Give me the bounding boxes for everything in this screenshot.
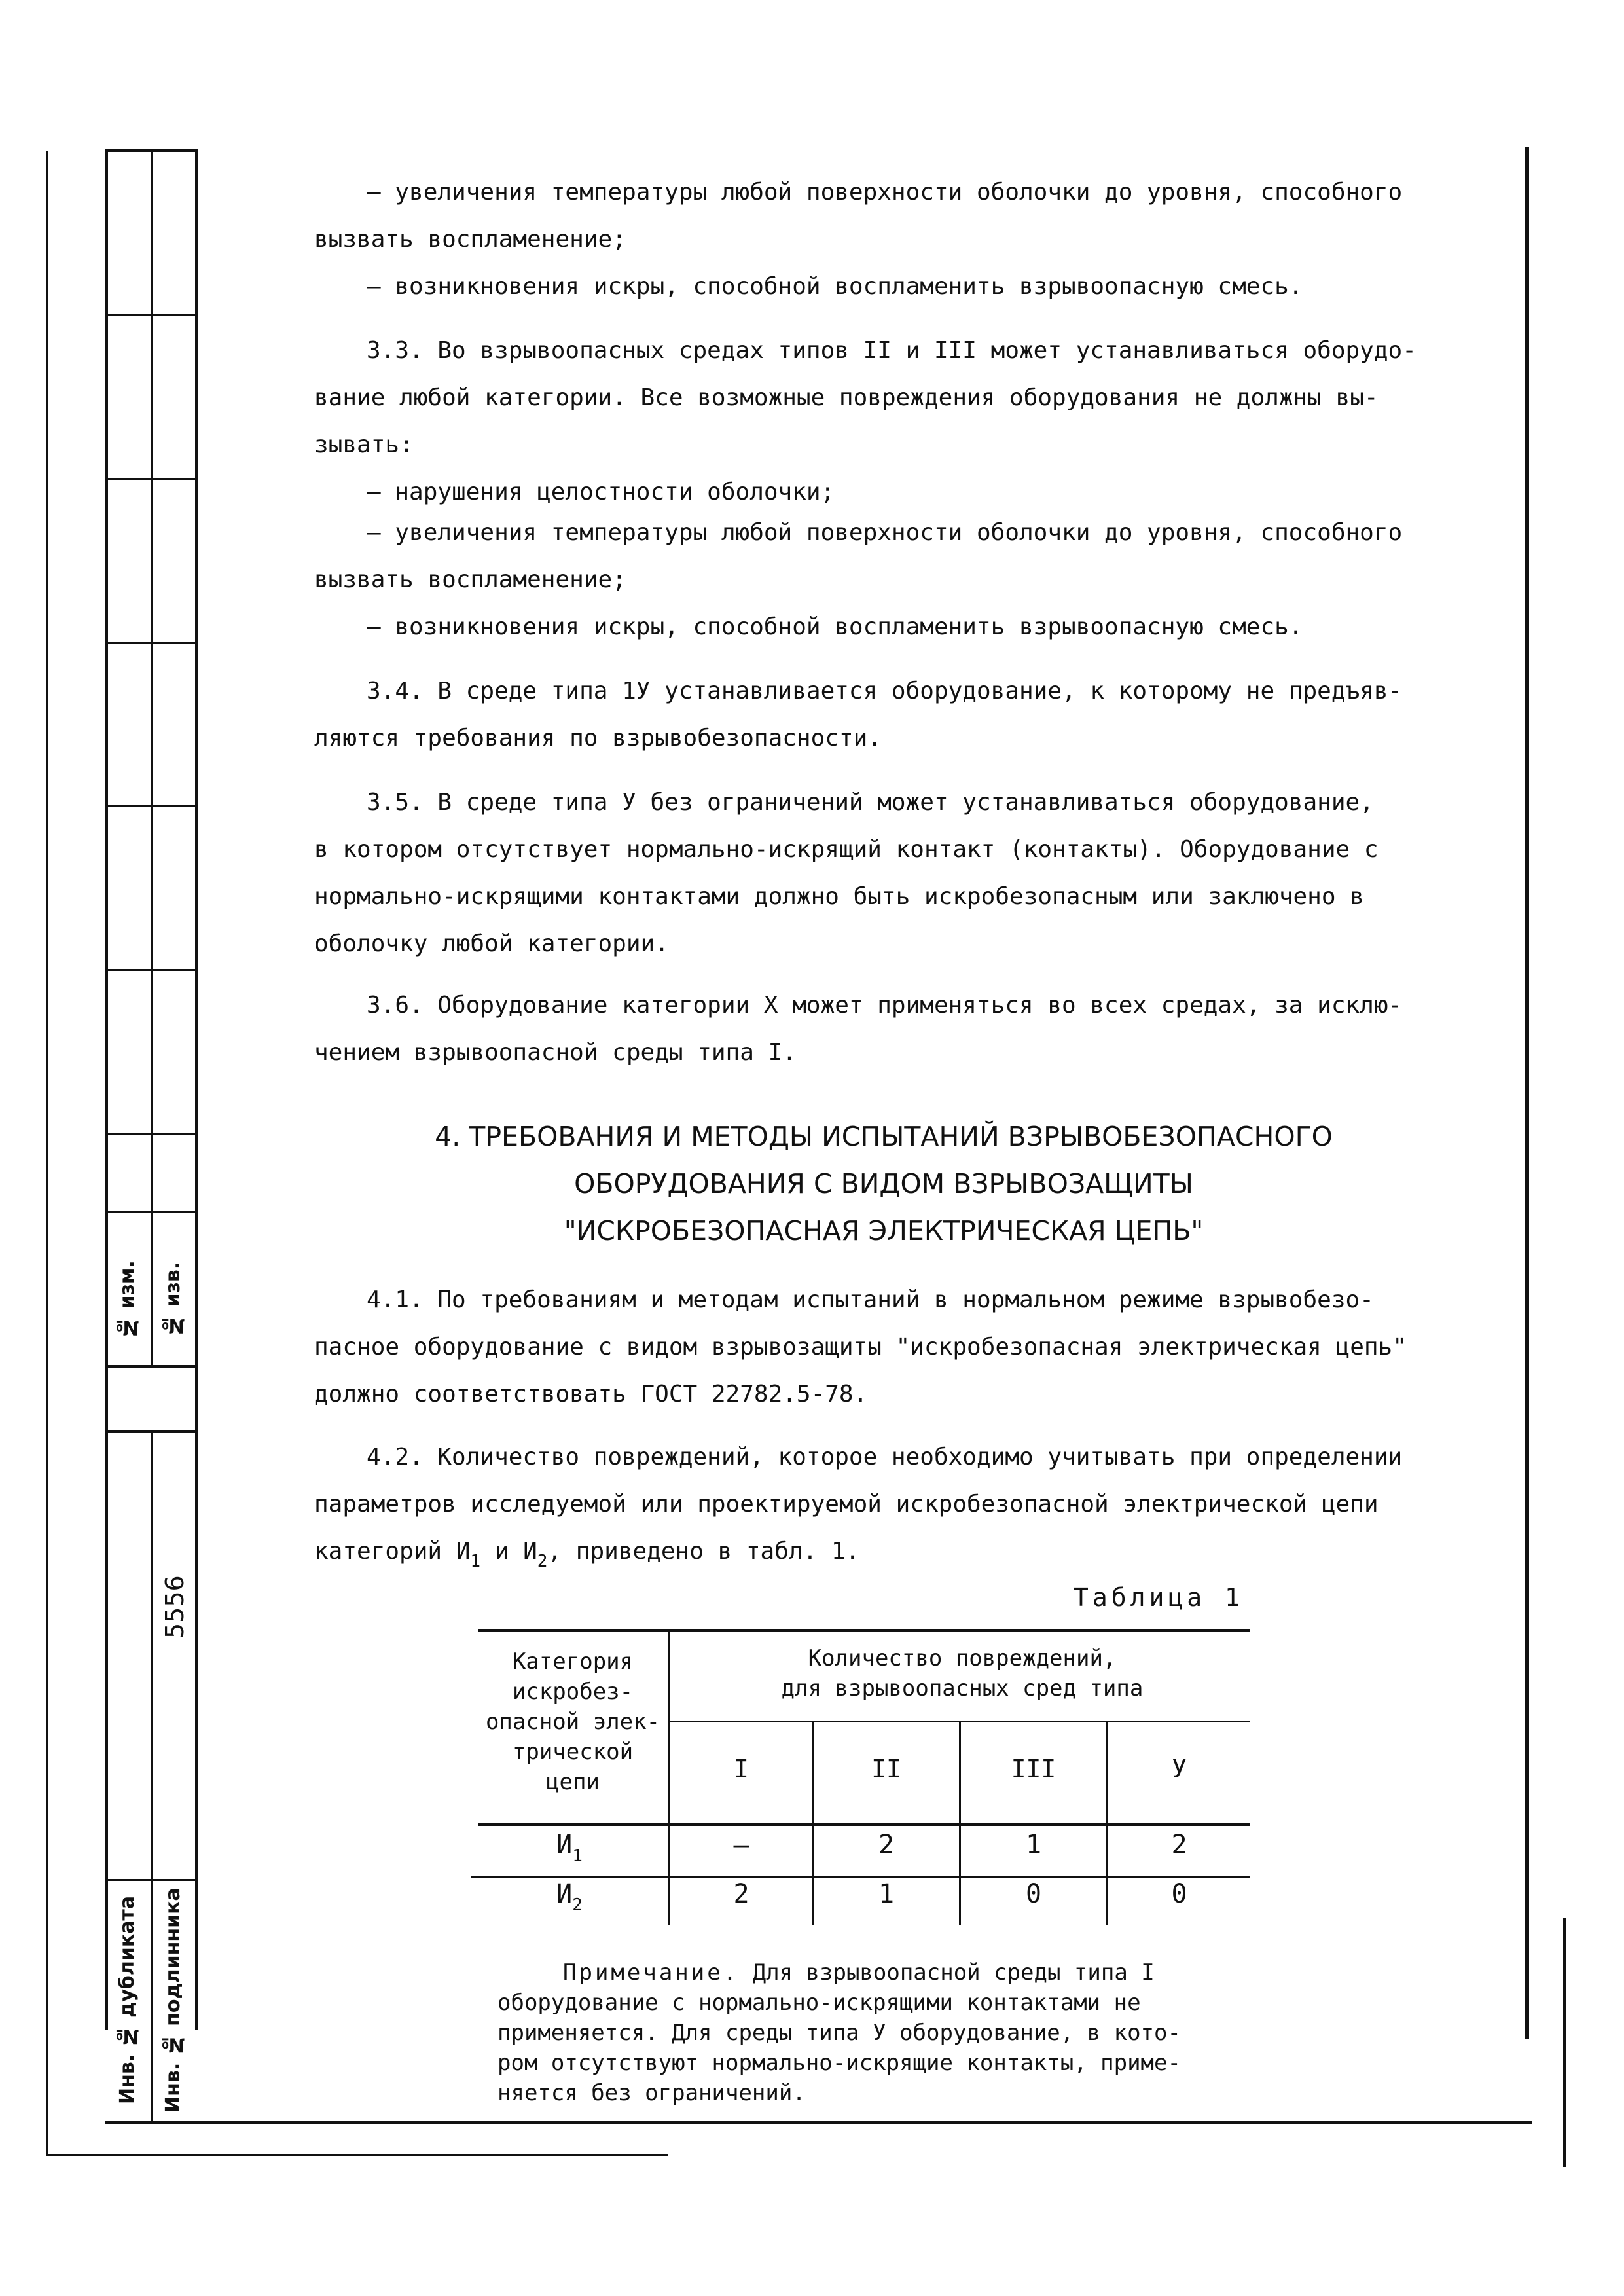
para-fragment: и И	[494, 1538, 537, 1565]
para-line: должно соответствовать ГОСТ 22782.5-78.	[314, 1381, 868, 1408]
table-top-rule	[478, 1629, 1250, 1632]
para-line: вание любой категории. Все возможные повреждения оборудования не должны вы-	[314, 384, 1379, 411]
para-line: – увеличения температуры любой поверхности оболочки до уровня, способного	[367, 179, 1403, 206]
para-line: оболочку любой категории.	[314, 930, 669, 957]
row-category	[471, 1830, 668, 1866]
para-line: зывать:	[314, 431, 414, 458]
margin-rule	[105, 1365, 198, 1368]
note-line: применяется. Для среды типа У оборудование, в кото-	[497, 2020, 1181, 2046]
para-fragment: категорий И	[314, 1538, 471, 1565]
para-line: вызвать воспламенение;	[314, 566, 626, 593]
para-line: ляются требования по взрывобезопасности.	[314, 725, 882, 752]
cat-sub: 1	[572, 1846, 583, 1866]
cell: 2	[733, 1879, 749, 1909]
margin-rule	[105, 1879, 198, 1881]
row-category	[471, 1879, 668, 1915]
table-header-top	[674, 1643, 1250, 1704]
para-line: пасное оборудование с видом взрывозащиты "искробезопасная электрическая цепь"	[314, 1334, 1407, 1360]
cat-sub: 2	[572, 1895, 583, 1915]
para-line: – увеличения температуры любой поверхности оболочки до уровня, способного	[367, 519, 1403, 546]
margin-rule	[105, 1133, 198, 1135]
para-line: – возникновения искры, способной воспламенить взрывоопасную смесь.	[367, 613, 1303, 640]
frame-left	[105, 151, 108, 2030]
cat-letter: И	[556, 1879, 573, 1909]
table-hline	[668, 1721, 1250, 1722]
margin-izv-label: № изв.	[162, 1262, 185, 1338]
frame-top-tick	[105, 149, 198, 152]
margin-mid2	[151, 1430, 153, 2124]
para-line: 3.5. В среде типа У без ограничений может устанавливаться оборудование,	[367, 789, 1374, 816]
header-line: цепи	[546, 1769, 600, 1795]
header-line: Количество повреждений,	[808, 1645, 1117, 1671]
frame-mid	[151, 151, 153, 1368]
table-note	[497, 1958, 1181, 2108]
note-line: оборудование с нормально-искрящими контактами не	[497, 1990, 1141, 2016]
para-line: – нарушения целостности оболочки;	[367, 479, 835, 505]
margin-rule	[105, 314, 198, 316]
table-col-header: I	[734, 1755, 749, 1783]
para-line: 4.2. Количество повреждений, которое необходимо учитывать при определении	[367, 1444, 1403, 1470]
header-line: Категория	[512, 1649, 634, 1675]
margin-rule	[105, 478, 198, 480]
cell: 0	[1171, 1879, 1187, 1909]
para-line: – возникновения искры, способной воспламенить взрывоопасную смесь.	[367, 273, 1303, 300]
margin-rule	[105, 642, 198, 644]
para-line	[314, 1528, 1427, 1585]
table-row	[471, 1879, 1250, 1925]
margin-rule	[105, 805, 198, 807]
cell: 2	[878, 1830, 895, 1860]
para-fragment: , приведено в табл. 1.	[547, 1538, 860, 1565]
para-line: вызвать воспламенение;	[314, 226, 626, 253]
note-text: Для взрывоопасной среды типа I	[752, 1959, 1155, 1986]
frame-right	[1525, 147, 1529, 2039]
subscript: 2	[537, 1552, 548, 1571]
header-line: искробез-	[512, 1679, 634, 1705]
table-row	[471, 1830, 1250, 1876]
section-title-line: "ИСКРОБЕЗОПАСНАЯ ЭЛЕКТРИЧЕСКАЯ ЦЕПЬ"	[564, 1215, 1204, 1247]
para-line: 4.1. По требованиям и методам испытаний в нормальном режиме взрывобезо-	[367, 1286, 1374, 1313]
table-hline	[471, 1876, 1250, 1878]
header-line: для взрывоопасных сред типа	[781, 1675, 1144, 1702]
section-title-line: ОБОРУДОВАНИЯ С ВИДОМ ВЗРЫВОЗАЩИТЫ	[574, 1168, 1193, 1199]
header-line: трической	[512, 1739, 634, 1765]
frame-right-stamp	[195, 151, 198, 2030]
margin-izm-label: № изм.	[116, 1260, 139, 1339]
para-line: нормально-искрящими контактами должно быть искробезопасным или заключено в	[314, 883, 1364, 910]
header-line: опасной элек-	[485, 1709, 660, 1735]
note-line: ром отсутствуют нормально-искрящие контакты, приме-	[497, 2050, 1181, 2076]
table-col-header: II	[871, 1755, 901, 1783]
cell: 1	[1025, 1830, 1042, 1860]
frame-left-outer	[46, 151, 48, 2154]
cell: –	[733, 1830, 749, 1860]
para-line: 3.4. В среде типа 1У устанавливается оборудование, к которому не предъяв-	[367, 678, 1403, 704]
section-title-line: 4. ТРЕБОВАНИЯ И МЕТОДЫ ИСПЫТАНИЙ ВЗРЫВОБЕЗОПАСНОГО	[435, 1121, 1333, 1152]
margin-podl-label: Инв. № подлинника	[162, 1887, 185, 2113]
note-label: Примечание.	[563, 1959, 740, 1986]
margin-number: 5556	[160, 1575, 189, 1639]
table-caption: Таблица 1	[1074, 1583, 1244, 1612]
subscript: 1	[470, 1552, 481, 1571]
cell: 2	[1171, 1830, 1187, 1860]
margin-rule	[105, 1211, 198, 1213]
para-line: параметров исследуемой или проектируемой искробезопасной электрической цепи	[314, 1491, 1379, 1518]
table-col-header: У	[1172, 1755, 1187, 1783]
table-hline	[478, 1823, 1250, 1826]
margin-rule	[105, 969, 198, 971]
cell: 0	[1025, 1879, 1042, 1909]
note-line	[497, 1958, 1181, 1988]
para-line: чением взрывоопасной среды типа I.	[314, 1039, 797, 1066]
para-line: 3.6. Оборудование категории Х может применяться во всех средах, за исклю-	[367, 992, 1403, 1019]
para-line: в котором отсутствует нормально-искрящий контакт (контакты). Оборудование с	[314, 836, 1379, 863]
cat-letter: И	[556, 1830, 573, 1860]
frame-right-ext	[1563, 1918, 1566, 2167]
frame-bottom	[105, 2121, 1532, 2124]
table-header-left	[481, 1647, 664, 1797]
para-line: 3.3. Во взрывоопасных средах типов II и III может устанавливаться оборудо-	[367, 337, 1416, 364]
frame-bottom-outer	[46, 2154, 668, 2156]
margin-dubl-label: Инв. № дубликата	[116, 1895, 139, 2105]
table-col-header: III	[1011, 1755, 1056, 1783]
note-line: няется без ограничений.	[497, 2080, 806, 2106]
cell: 1	[878, 1879, 895, 1909]
